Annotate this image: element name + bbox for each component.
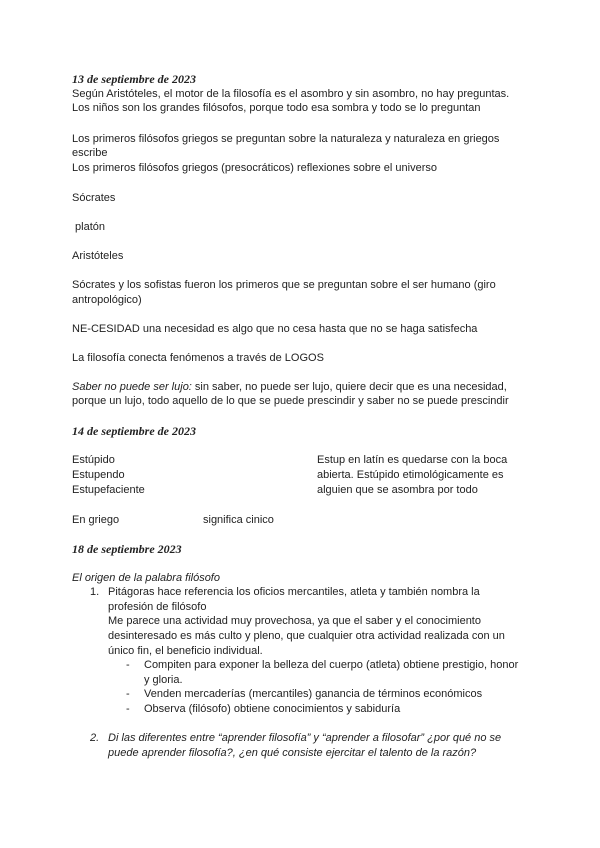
date-heading-13-sept: 13 de septiembre de 2023 [72, 72, 196, 86]
philosopher-name-socrates: Sócrates [72, 192, 116, 204]
sub-item-line: Venden mercaderías (mercantiles) ganancia de términos económicos [144, 688, 483, 700]
paragraph-line: Los primeros filósofos griegos (presocráticos) reflexiones sobre el universo [72, 162, 437, 174]
dash-bullet: - [126, 703, 130, 715]
paragraph-line: Según Aristóteles, el motor de la filosofía es el asombro y sin asombro, no hay preguntas. [72, 88, 510, 100]
paragraph-line: Sócrates y los sofistas fueron los primeros que se preguntan sobre el ser humano (giro [72, 279, 496, 291]
griego-value: significa cinico [203, 514, 274, 526]
paragraph-line: La filosofía conecta fenómenos a través de LOGOS [72, 352, 324, 364]
etymology-note-line: alguien que se asombra por todo [317, 484, 478, 496]
date-heading-14-sept: 14 de septiembre de 2023 [72, 424, 196, 438]
etymology-note-line: Estup en latín es quedarse con la boca [317, 454, 508, 466]
question-line: puede aprender filosofía?, ¿en qué consiste ejercitar el talento de la razón? [108, 747, 477, 759]
sub-item-line: y gloria. [144, 674, 183, 686]
paragraph-line: antropológico) [72, 294, 142, 306]
list-item-line: profesión de filósofo [108, 601, 207, 613]
italic-term: Saber no puede ser lujo: [72, 381, 192, 393]
sub-item-line: Compiten para exponer la belleza del cuerpo (atleta) obtiene prestigio, honor [144, 659, 519, 671]
philosopher-name-platon: platón [72, 221, 106, 233]
paragraph-line: Los primeros filósofos griegos se preguntan sobre la naturaleza y naturaleza en griegos [72, 133, 500, 145]
griego-label: En griego [72, 514, 120, 526]
list-item-line: Me parece una actividad muy provechosa, ya que el saber y el conocimiento [108, 615, 481, 627]
list-item-line: desinteresado es más culto y pleno, que cualquier otra actividad realizada con un [108, 630, 505, 642]
sub-item-line: Observa (filósofo) obtiene conocimientos y sabiduría [144, 703, 401, 715]
list-item-line: Pitágoras hace referencia los oficios mercantiles, atleta y también nombra la [108, 586, 480, 598]
list-number: 2. [90, 732, 100, 744]
paragraph-line: Los niños son los grandes filósofos, porque todo esa sombra y todo se lo preguntan [72, 102, 481, 114]
date-heading-18-sept: 18 de septiembre 2023 [72, 542, 182, 556]
word-list-item: Estupendo [72, 469, 125, 481]
text-span: sin saber, no puede ser lujo, quiere decir que es una necesidad, [191, 381, 507, 393]
list-item-line: único fin, el beneficio individual. [108, 645, 263, 657]
philosopher-name-aristoteles: Aristóteles [72, 250, 124, 262]
paragraph-line: NE-CESIDAD una necesidad es algo que no cesa hasta que no se haga satisfecha [72, 323, 478, 335]
paragraph-line: porque un lujo, todo aquello de lo que se puede prescindir y saber no se puede prescindir [72, 395, 509, 407]
dash-bullet: - [126, 659, 130, 671]
dash-bullet: - [126, 688, 130, 700]
list-number: 1. [90, 586, 100, 598]
question-line: Di las diferentes entre “aprender filosofía” y “aprender a filosofar” ¿por qué no se [108, 732, 502, 744]
paragraph-line [72, 380, 507, 395]
paragraph-line: escribe [72, 147, 108, 159]
word-list-item: Estupefaciente [72, 484, 145, 496]
section-subtitle: El origen de la palabra filósofo [72, 572, 220, 584]
etymology-note-line: abierta. Estúpido etimológicamente es [317, 469, 504, 481]
word-list-item: Estúpido [72, 454, 115, 466]
